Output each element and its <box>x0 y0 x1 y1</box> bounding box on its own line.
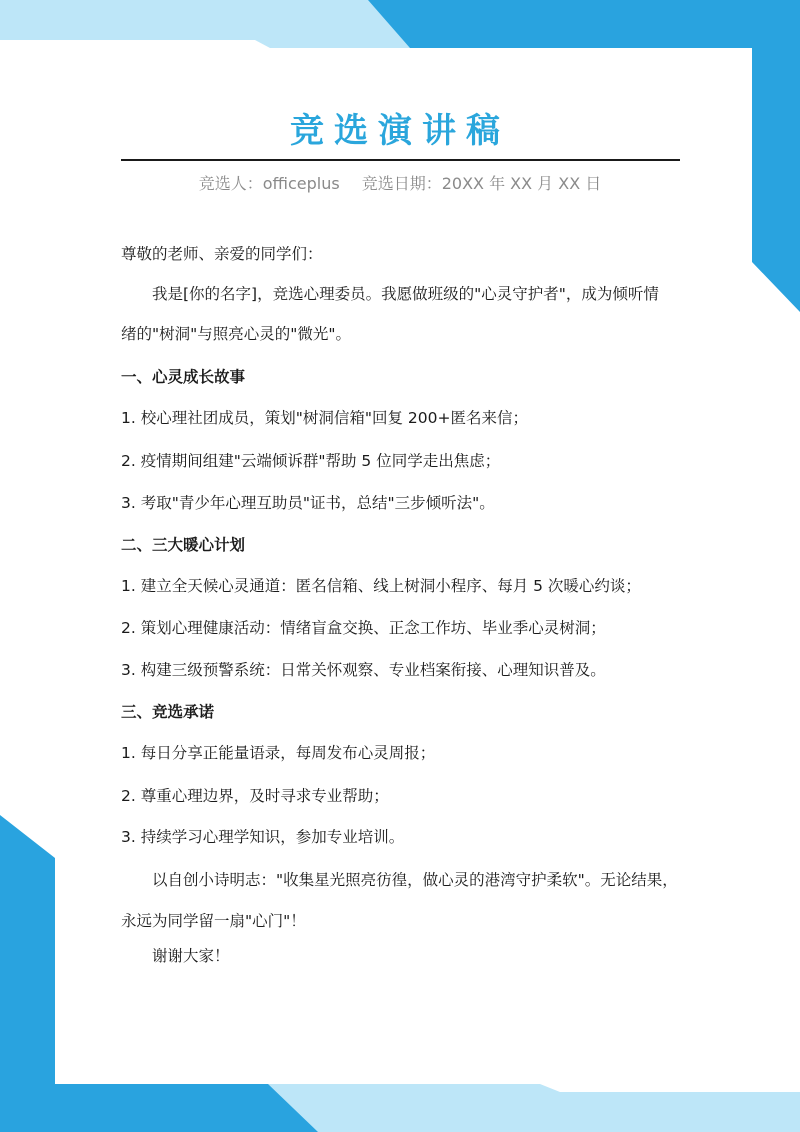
section-1-item-2: 2. 疫情期间组建"云端倾诉群"帮助 5 位同学走出焦虑； <box>121 452 501 470</box>
greeting: 尊敬的老师、亲爱的同学们： <box>121 245 323 263</box>
section-2-item-1: 1. 建立全天候心灵通道：匿名信箱、线上树洞小程序、每月 5 次暖心约谈； <box>121 577 641 595</box>
section-3-item-1: 1. 每日分享正能量语录，每周发布心灵周报； <box>121 744 436 762</box>
thanks-line: 谢谢大家！ <box>152 947 230 965</box>
section-heading-1: 一、心灵成长故事 <box>121 368 246 386</box>
section-1-item-1: 1. 校心理社团成员，策划"树洞信箱"回复 200+匿名来信； <box>121 409 528 427</box>
date-label: 竞选日期：20XX 年 XX 月 XX 日 <box>361 174 602 193</box>
section-1-item-3: 3. 考取"青少年心理互助员"证书，总结"三步倾听法"。 <box>121 494 495 512</box>
section-3-item-2: 2. 尊重心理边界，及时寻求专业帮助； <box>121 787 389 805</box>
document-meta <box>0 172 800 196</box>
section-2-item-3: 3. 构建三级预警系统：日常关怀观察、专业档案衔接、心理知识普及。 <box>121 661 606 679</box>
candidate-label: 竞选人：officeplus <box>198 174 340 193</box>
section-2-item-2: 2. 策划心理健康活动：情绪盲盒交换、正念工作坊、毕业季心灵树洞； <box>121 619 606 637</box>
closing-line-2: 永远为同学留一扇"心门"！ <box>121 912 306 930</box>
section-heading-3: 三、竞选承诺 <box>121 703 215 721</box>
section-heading-2: 二、三大暖心计划 <box>121 536 246 554</box>
section-3-item-3: 3. 持续学习心理学知识，参加专业培训。 <box>121 828 405 846</box>
document-title: 竞选演讲稿 <box>290 111 510 151</box>
intro-line-1: 我是[你的名字]，竞选心理委员。我愿做班级的"心灵守护者"，成为倾听情 <box>152 285 659 303</box>
intro-line-2: 绪的"树洞"与照亮心灵的"微光"。 <box>121 325 352 343</box>
title-divider <box>121 159 680 161</box>
closing-line-1: 以自创小诗明志："收集星光照亮彷徨，做心灵的港湾守护柔软"。无论结果， <box>152 871 678 889</box>
